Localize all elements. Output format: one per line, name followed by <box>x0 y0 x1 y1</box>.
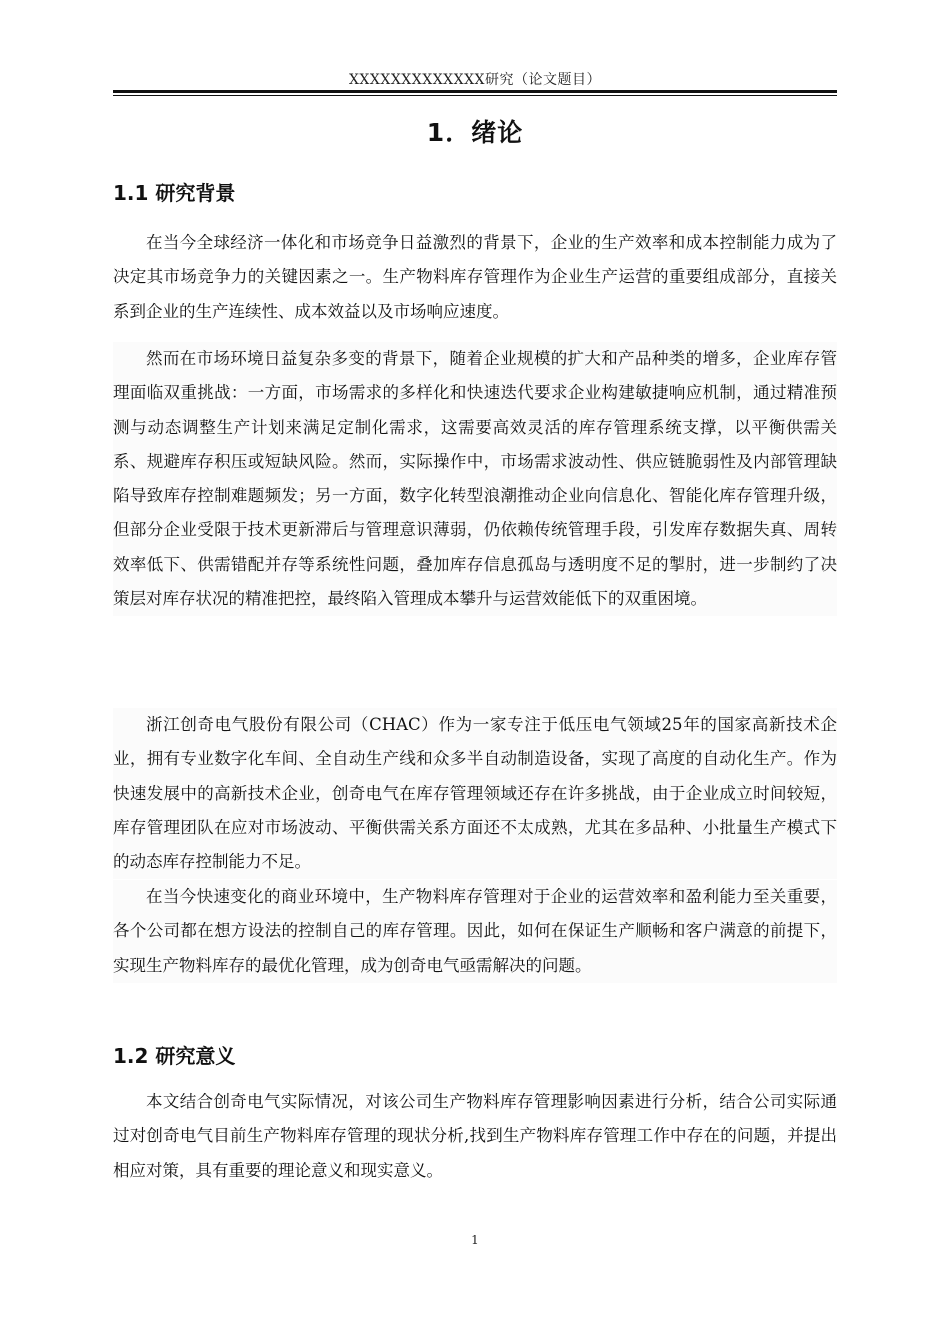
section-heading-significance: 1.2 研究意义 <box>113 1044 236 1068</box>
header-rule-thick <box>113 90 837 93</box>
section-heading-background: 1.1 研究背景 <box>113 181 236 205</box>
paragraph: 浙江创奇电气股份有限公司（CHAC）作为一家专注于低压电气领域25年的国家高新技术企业，拥有专业数字化车间、全自动生产线和众多半自动制造设备，实现了高度的自动化生产。作为快速发展中的高新技术企业，创奇电气在库存管理领域还存在许多挑战，由于企业成立时间较短，库存管理团队在应对市场波动、平衡供需关系方面还不太成熟，尤其在多品种、小批量生产模式下的动态库存控制能力不足。 <box>113 708 837 879</box>
paragraph: 本文结合创奇电气实际情况，对该公司生产物料库存管理影响因素进行分析，结合公司实际通过对创奇电气目前生产物料库存管理的现状分析,找到生产物料库存管理工作中存在的问题，并提出相应对策，具有重要的理论意义和现实意义。 <box>113 1092 837 1180</box>
paragraph: 在当今全球经济一体化和市场竞争日益激烈的背景下，企业的生产效率和成本控制能力成为了决定其市场竞争力的关键因素之一。生产物料库存管理作为企业生产运营的重要组成部分，直接关系到企业的生产连续性、成本效益以及市场响应速度。 <box>113 233 837 321</box>
paragraph: 在当今快速变化的商业环境中，生产物料库存管理对于企业的运营效率和盈利能力至关重要，各个公司都在想方设法的控制自己的库存管理。因此，如何在保证生产顺畅和客户满意的前提下，实现生产物料库存的最优化管理，成为创奇电气亟需解决的问题。 <box>113 880 837 983</box>
paragraph: 然而在市场环境日益复杂多变的背景下，随着企业规模的扩大和产品种类的增多，企业库存管理面临双重挑战：一方面，市场需求的多样化和快速迭代要求企业构建敏捷响应机制，通过精准预测与动态调整生产计划来满足定制化需求，这需要高效灵活的库存管理系统支撑，以平衡供需关系、规避库存积压或短缺风险。然而，实际操作中，市场需求波动性、供应链脆弱性及内部管理缺陷导致库存控制难题频发；另一方面，数字化转型浪潮推动企业向信息化、智能化库存管理升级，但部分企业受限于技术更新滞后与管理意识薄弱，仍依赖传统管理手段，引发库存数据失真、周转效率低下、供需错配并存等系统性问题，叠加库存信息孤岛与透明度不足的掣肘，进一步制约了决策层对库存状况的精准把控，最终陷入管理成本攀升与运营效能低下的双重困境。 <box>113 342 837 616</box>
running-header: XXXXXXXXXXXXX研究（论文题目） <box>348 72 602 88</box>
header-rule-thin <box>113 95 837 96</box>
chapter-title: 1．绪论 <box>426 118 524 147</box>
page-number: 1 <box>471 1233 479 1247</box>
